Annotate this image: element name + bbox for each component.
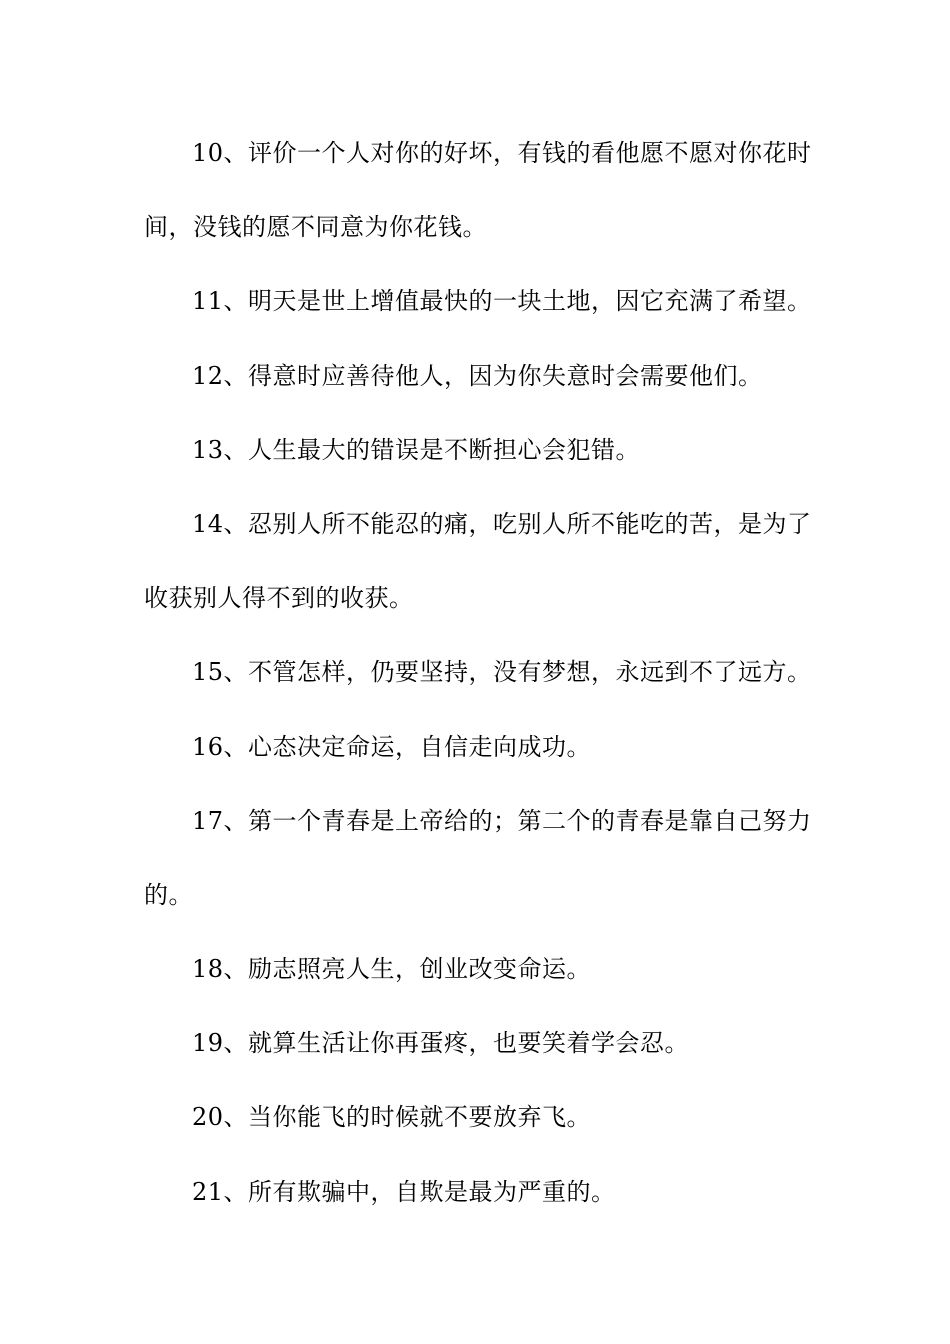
quote-10-line-2: 间，没钱的愿不同意为你花钱。	[144, 213, 487, 242]
quote-14-line-1: 14、忍别人所不能忍的痛，吃别人所不能吃的苦，是为了	[192, 509, 812, 538]
quote-13: 13、人生最大的错误是不断担心会犯错。	[192, 435, 641, 464]
quote-17-line-2: 的。	[144, 880, 193, 909]
quote-15: 15、不管怎样，仍要坚持，没有梦想，永远到不了远方。	[192, 658, 812, 687]
quote-19: 19、就算生活让你再蛋疼，也要笑着学会忍。	[192, 1029, 690, 1058]
quote-21: 21、所有欺骗中，自欺是最为严重的。	[192, 1177, 616, 1206]
quote-12: 12、得意时应善待他人，因为你失意时会需要他们。	[192, 361, 763, 390]
quote-10-line-1: 10、评价一个人对你的好坏，有钱的看他愿不愿对你花时	[192, 139, 812, 167]
text-body	[144, 116, 812, 1229]
quote-14-line-2: 收获别人得不到的收获。	[144, 584, 414, 613]
quote-20: 20、当你能飞的时候就不要放弃飞。	[192, 1103, 592, 1132]
quote-18: 18、励志照亮人生，创业改变命运。	[192, 955, 592, 984]
quote-11: 11、明天是世上增值最快的一块土地，因它充满了希望。	[192, 287, 812, 316]
quote-16: 16、心态决定命运，自信走向成功。	[192, 732, 592, 761]
quote-17-line-1: 17、第一个青春是上帝给的；第二个的青春是靠自己努力	[192, 806, 812, 835]
